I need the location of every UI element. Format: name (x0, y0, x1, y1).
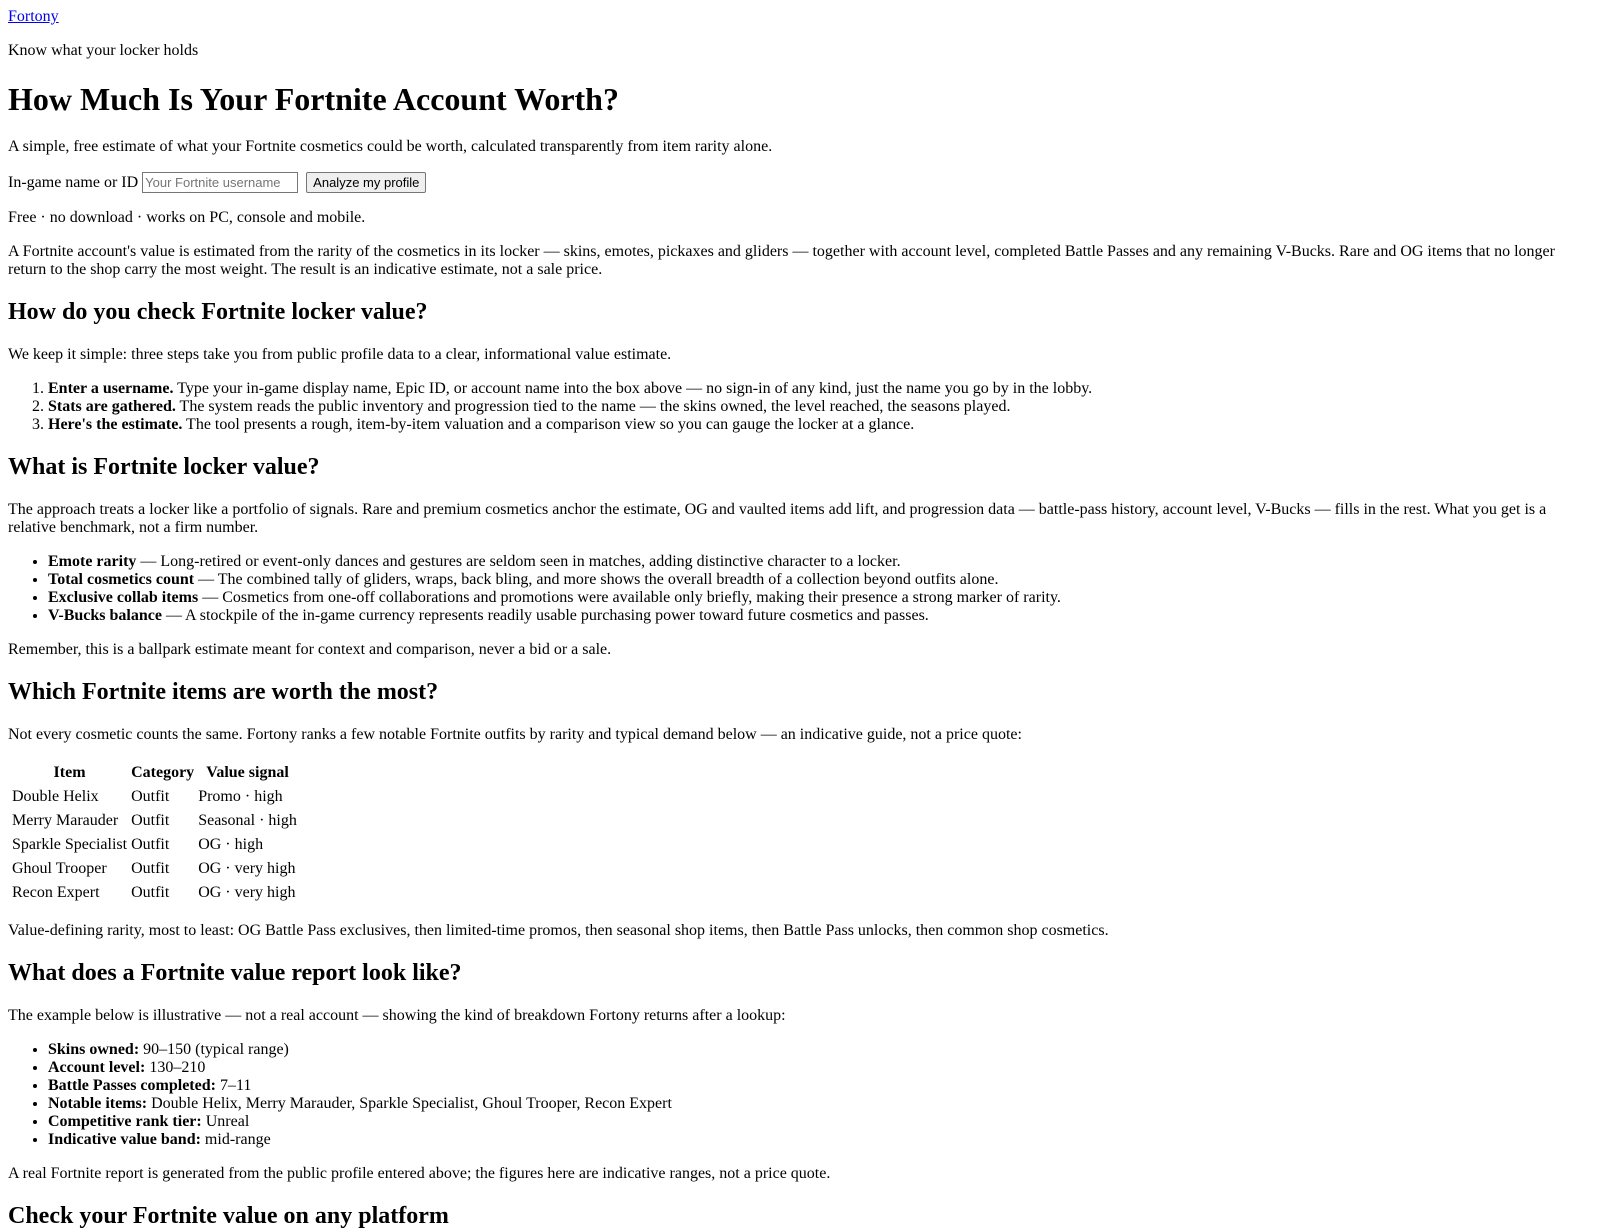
report-intro: The example below is illustrative — not a real account — showing the kind of breakdown Fortony returns after a lookup: (8, 1007, 786, 1024)
factors-list (8, 553, 1592, 625)
stat-title: Skins owned: (48, 1041, 140, 1058)
step-text: The tool presents a rough, item-by-item valuation and a comparison view so you can gauge the locker at a glance. (182, 416, 915, 433)
brand-link[interactable]: Fortony (8, 8, 59, 25)
stat-title: Competitive rank tier: (48, 1113, 202, 1130)
summary-text: A Fortnite account's value is estimated from the rarity of the cosmetics in its locker — skins, emotes, pickaxes and gliders — together with account level, completed Battle Passes and any remaining V-Bucks. Rare and OG items that no longer return to the shop carry the most weight. The result is an indicative estimate, not a sale price. (8, 243, 1555, 278)
stat-value: Double Helix, Merry Marauder, Sparkle Specialist, Ghoul Trooper, Recon Expert (147, 1095, 672, 1112)
factor-text: — Long-retired or event-only dances and gestures are seldom seen in matches, adding distinctive character to a locker. (136, 553, 901, 570)
cell-category: Outfit (131, 836, 170, 853)
analyze-button[interactable]: Analyze my profile (306, 172, 426, 193)
list-item (48, 553, 1592, 571)
what-outro: Remember, this is a ballpark estimate meant for context and comparison, never a bid or a sale. (8, 641, 612, 658)
report-stats-list (8, 1041, 1592, 1149)
list-item (48, 1095, 1592, 1113)
stat-title: Indicative value band: (48, 1131, 201, 1148)
heading-check: How do you check Fortnite locker value? (8, 299, 428, 325)
stat-title: Battle Passes completed: (48, 1077, 216, 1094)
cell-item: Merry Marauder (12, 812, 119, 829)
cell-item: Sparkle Specialist (12, 836, 128, 853)
factor-title: Emote rarity (48, 553, 137, 570)
factor-text: — A stockpile of the in-game currency represents readily usable purchasing power toward future cosmetics and passes. (161, 607, 929, 624)
brand-tagline: Know what your locker holds (8, 42, 199, 59)
cell-category: Outfit (131, 884, 170, 901)
cell-category: Outfit (131, 812, 170, 829)
search-note: Free · no download · works on PC, console and mobile. (8, 209, 366, 226)
factor-title: Total cosmetics count (48, 571, 195, 588)
list-item (48, 571, 1592, 589)
stat-title: Account level: (48, 1059, 146, 1076)
cell-item: Double Helix (12, 788, 99, 805)
list-item (48, 589, 1592, 607)
search-input[interactable] (142, 172, 298, 193)
stat-title: Notable items: (48, 1095, 148, 1112)
factor-text: — Cosmetics from one-off collaborations and promotions were available only briefly, making their presence a strong marker of rarity. (198, 589, 1061, 606)
cell-value-signal: OG · very high (198, 884, 296, 901)
table-row (11, 786, 298, 808)
list-item (48, 1131, 1592, 1149)
brand-block (8, 8, 1592, 26)
list-item (48, 398, 1592, 416)
cell-category: Outfit (131, 860, 170, 877)
steps-list (8, 380, 1592, 434)
list-item (48, 1059, 1592, 1077)
page-title: How Much Is Your Fortnite Account Worth? (8, 81, 619, 117)
list-item (48, 1113, 1592, 1131)
search-label: In-game name or ID (8, 173, 139, 191)
step-title: Here's the estimate. (48, 416, 183, 433)
table-row (11, 882, 298, 904)
cell-item: Ghoul Trooper (12, 860, 107, 877)
heading-platforms: Check your Fortnite value on any platform (8, 1203, 449, 1229)
check-intro: We keep it simple: three steps take you from public profile data to a clear, informational value estimate. (8, 346, 672, 363)
table-header-row (11, 762, 298, 784)
stat-value: 7–11 (215, 1077, 252, 1094)
factor-title: Exclusive collab items (48, 589, 199, 606)
page (0, 8, 1600, 1230)
step-text: The system reads the public inventory and progression tied to the name — the skins owned, the level reached, the seasons played. (175, 398, 1011, 415)
list-item (48, 607, 1592, 625)
list-item (48, 416, 1592, 434)
stat-value: Unreal (201, 1113, 250, 1130)
step-title: Stats are gathered. (48, 398, 176, 415)
cell-item: Recon Expert (12, 884, 100, 901)
report-outro: A real Fortnite report is generated from the public profile entered above; the figures here are indicative ranges, not a price quote. (8, 1165, 831, 1182)
items-table-wrap (8, 760, 1592, 906)
table-row (11, 810, 298, 832)
table-row (11, 834, 298, 856)
cell-value-signal: Promo · high (198, 788, 283, 805)
items-outro: Value-defining rarity, most to least: OG Battle Pass exclusives, then limited-time promos, then seasonal shop items, then Battle Pass unlocks, then common shop cosmetics. (8, 922, 1109, 939)
stat-value: mid-range (200, 1131, 271, 1148)
column-header-category: Category (131, 764, 195, 781)
stat-value: 90–150 (typical range) (139, 1041, 289, 1058)
step-text: Type your in-game display name, Epic ID, or account name into the box above — no sign-in of any kind, just the name you go by in the lobby. (173, 380, 1093, 397)
column-header-value-signal: Value signal (206, 764, 289, 781)
table-row (11, 858, 298, 880)
cell-value-signal: Seasonal · high (198, 812, 297, 829)
heading-report: What does a Fortnite value report look like? (8, 960, 462, 986)
column-header-item: Item (53, 764, 86, 781)
cell-value-signal: OG · very high (198, 860, 296, 877)
step-title: Enter a username. (48, 380, 174, 397)
list-item (48, 1077, 1592, 1095)
items-intro: Not every cosmetic counts the same. Fortony ranks a few notable Fortnite outfits by rarity and typical demand below — an indicative guide, not a price quote: (8, 726, 1022, 743)
factor-title: V-Bucks balance (48, 607, 162, 624)
list-item (48, 1041, 1592, 1059)
what-intro: The approach treats a locker like a portfolio of signals. Rare and premium cosmetics anchor the estimate, OG and vaulted items add lift, and progression data — battle-pass history, account level, V-Bucks — fills in the rest. What you get is a relative benchmark, not a firm number. (8, 501, 1547, 536)
cell-category: Outfit (131, 788, 170, 805)
search-form (8, 172, 1592, 193)
list-item (48, 380, 1592, 398)
heading-items: Which Fortnite items are worth the most? (8, 679, 439, 705)
cell-value-signal: OG · high (198, 836, 264, 853)
hero-intro: A simple, free estimate of what your Fortnite cosmetics could be worth, calculated transparently from item rarity alone. (8, 138, 773, 155)
factor-text: — The combined tally of gliders, wraps, back bling, and more shows the overall breadth of a collection beyond outfits alone. (194, 571, 999, 588)
heading-what: What is Fortnite locker value? (8, 454, 320, 480)
items-table (9, 760, 300, 906)
stat-value: 130–210 (145, 1059, 206, 1076)
